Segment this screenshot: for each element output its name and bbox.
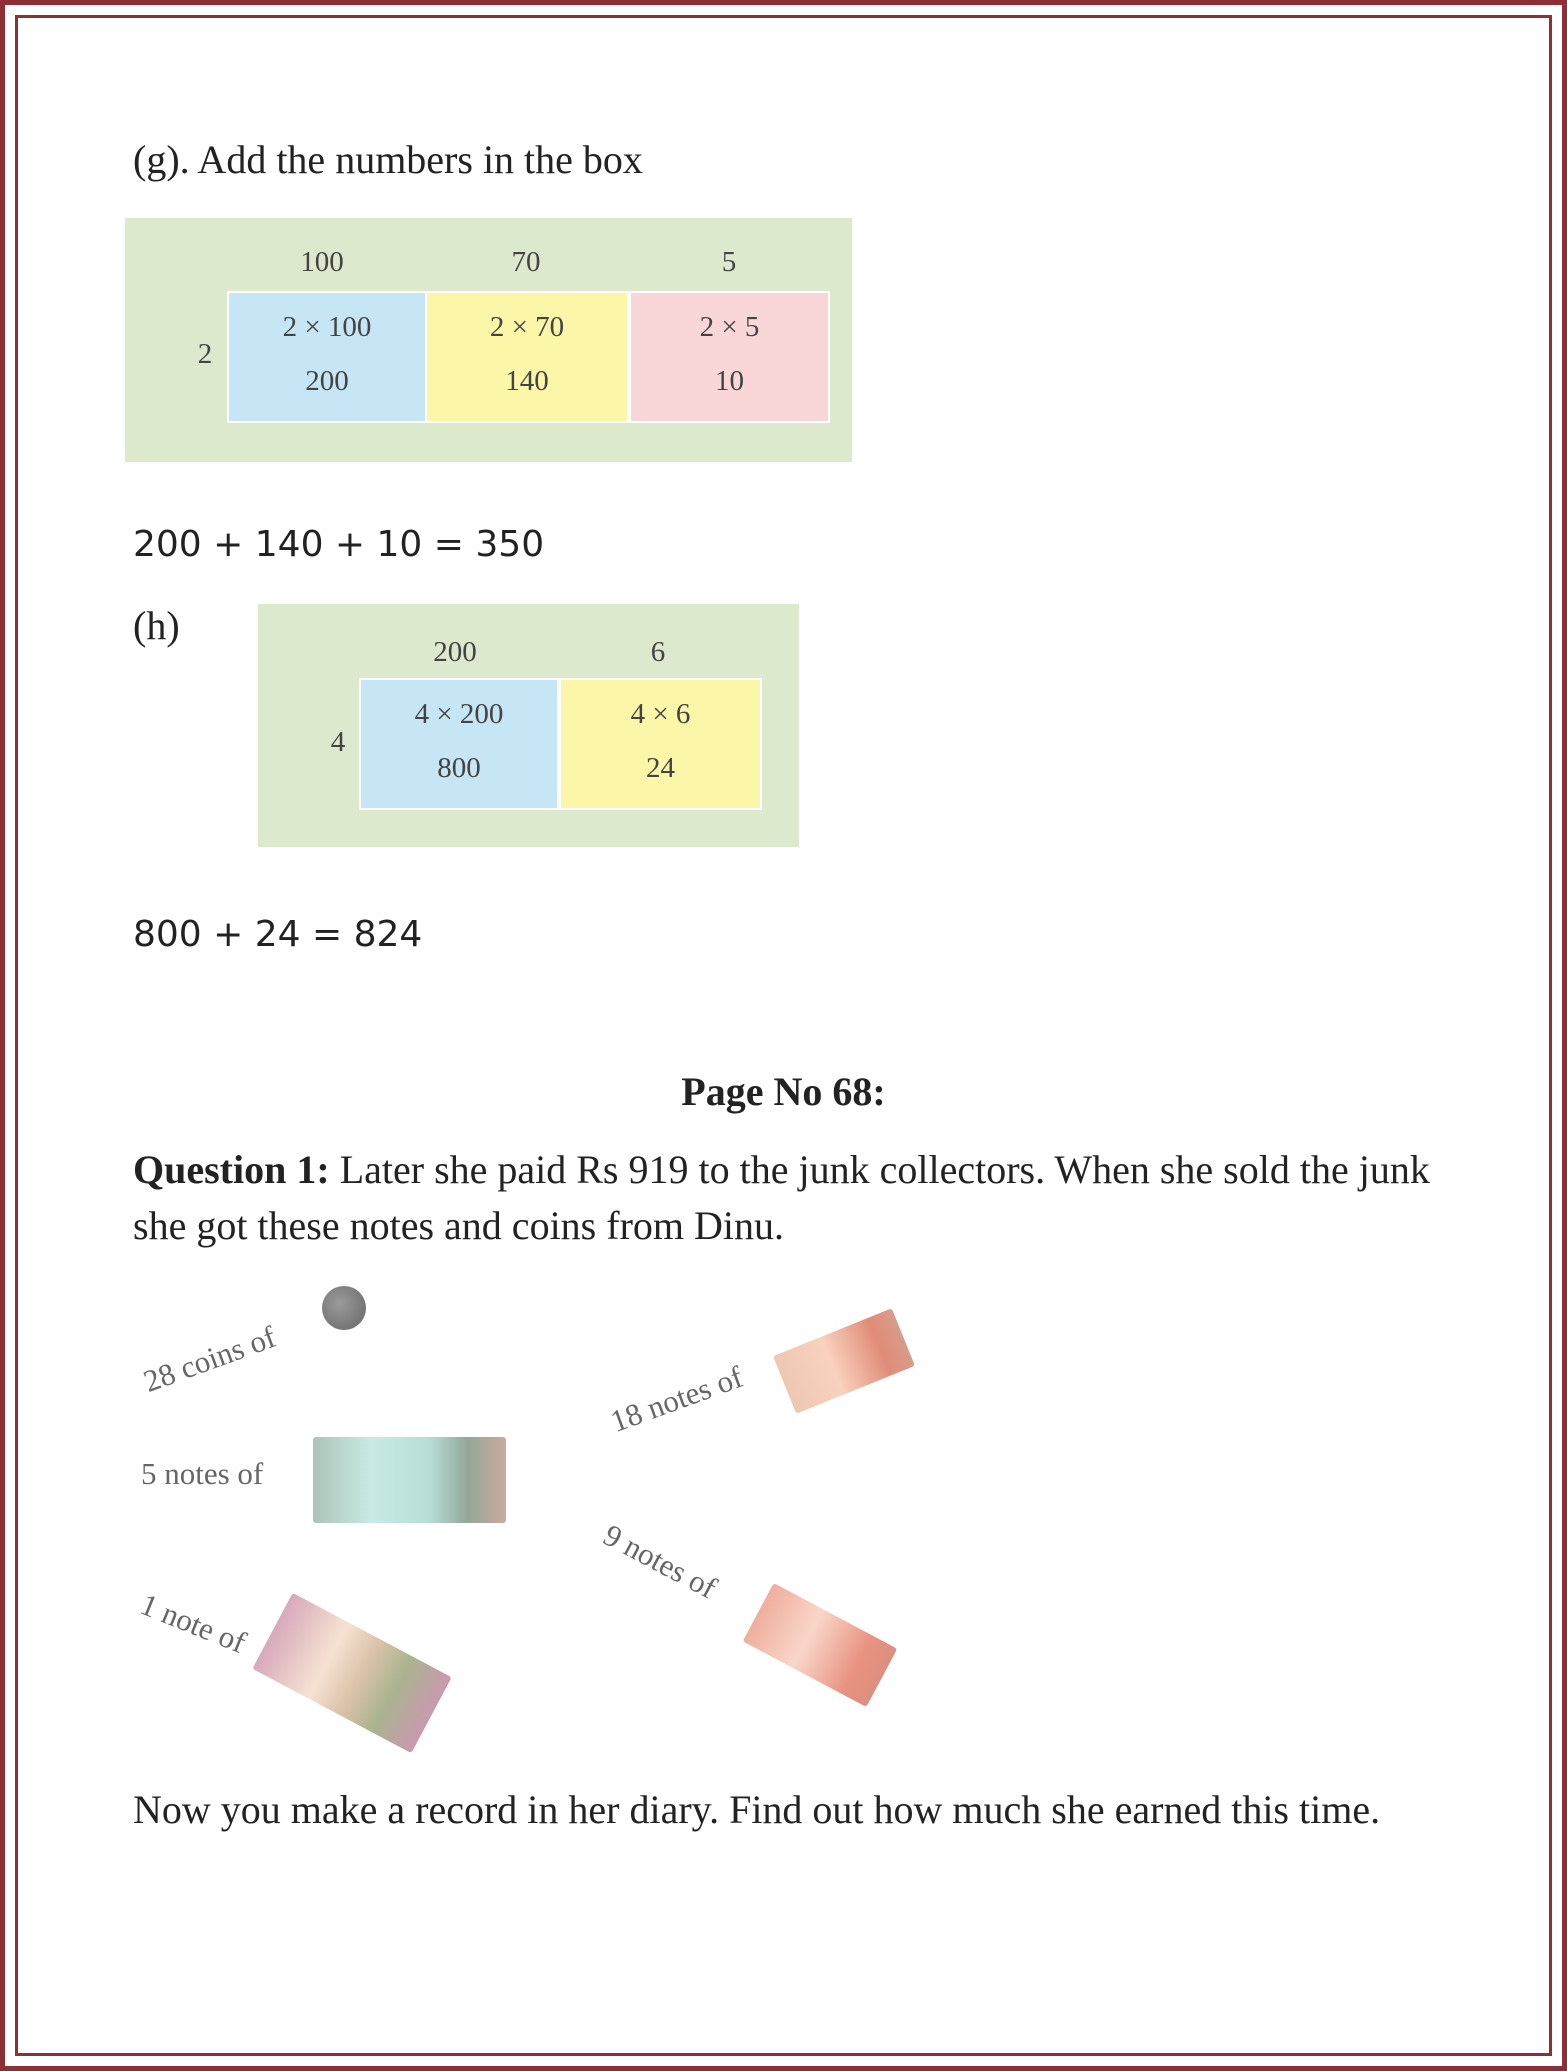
coin-icon	[322, 1286, 366, 1330]
coins-label: 28 coins of	[138, 1318, 281, 1399]
product-cell	[227, 291, 427, 423]
part-g-heading: (g). Add the numbers in the box	[133, 137, 643, 182]
product-cell	[559, 678, 762, 810]
product-expression: 4 × 6	[630, 698, 691, 730]
product-cell	[629, 291, 830, 423]
product-result: 10	[715, 365, 744, 397]
column-header: 5	[721, 246, 737, 278]
product-expression: 2 × 100	[282, 311, 372, 343]
part-h-sum: 800 + 24 = 824	[133, 914, 423, 955]
question-label: Question 1:	[133, 1147, 330, 1192]
product-cell	[359, 678, 559, 810]
hundred-rupee-note-icon	[313, 1437, 506, 1523]
product-result: 800	[437, 752, 481, 784]
row-multiplier: 2	[197, 338, 213, 370]
column-header: 100	[300, 246, 344, 278]
question-1	[133, 1142, 1433, 1254]
column-header: 200	[433, 636, 477, 668]
part-g-box	[125, 218, 852, 462]
notes-10-label: 18 notes of	[605, 1358, 748, 1439]
product-result: 24	[646, 752, 675, 784]
product-expression: 2 × 5	[699, 311, 760, 343]
part-h-label: (h)	[133, 603, 180, 648]
notes-20-label: 9 notes of	[598, 1517, 723, 1606]
row-multiplier: 4	[330, 726, 346, 758]
notes-100-label: 5 notes of	[141, 1456, 264, 1491]
page-title: Page No 68:	[681, 1069, 886, 1114]
column-header: 70	[511, 246, 541, 278]
product-result: 200	[305, 365, 349, 397]
product-expression: 4 × 200	[414, 698, 504, 730]
question-text: Later she paid Rs 919 to the junk collectors. When she sold the junk she got these notes and coins from Dinu.	[133, 1147, 1430, 1248]
product-cell	[425, 291, 629, 423]
closing-instruction: Now you make a record in her diary. Find out how much she earned this time.	[133, 1787, 1381, 1832]
part-h-box	[258, 604, 799, 847]
column-header: 6	[650, 636, 666, 668]
part-g-sum: 200 + 140 + 10 = 350	[133, 524, 545, 565]
note-500-label: 1 note of	[135, 1586, 251, 1661]
product-result: 140	[505, 365, 549, 397]
product-expression: 2 × 70	[489, 311, 565, 343]
